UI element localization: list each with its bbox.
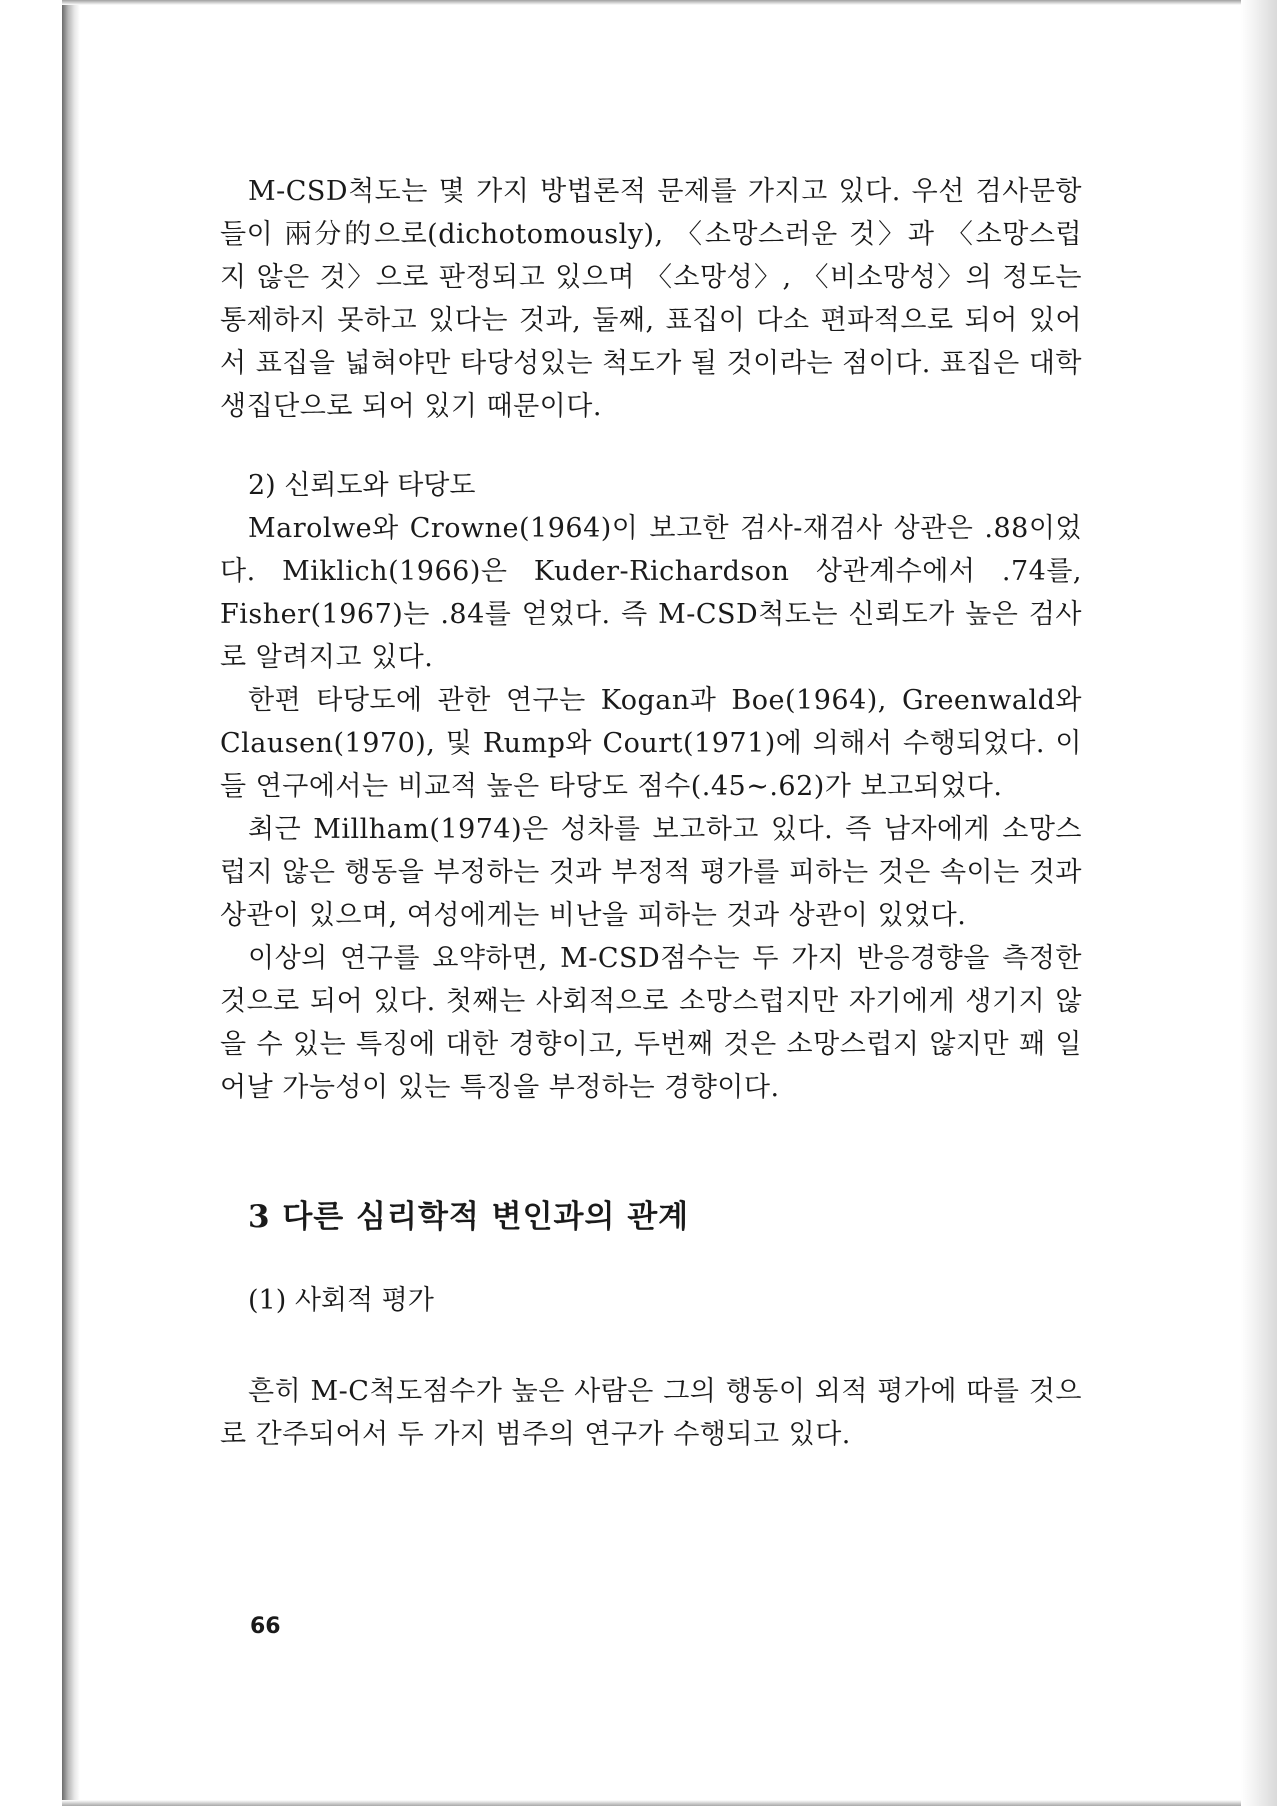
summary-paragraph: 이상의 연구를 요약하면, M-CSD점수는 두 가지 반응경향을 측정한 것으로 되어 있다. 첫째는 사회적으로 소망스럽지만 자기에게 생기지 않을 수 있는 특징에 대한 경향이고, 두번째 것은 소망스럽지 않지만 꽤 일어날 가능성이 있는 특징을 부정하는 경향이다. bbox=[220, 943, 1082, 1103]
section-heading-psych-variables: 3 다른 심리학적 변인과의 관계 bbox=[248, 1199, 690, 1235]
validity-paragraph: 한편 타당도에 관한 연구는 Kogan과 Boe(1964), Greenwald와 Clausen(1970), 및 Rump와 Court(1971)에 의해서 수행되었다. 이들 연구에서는 비교적 높은 타당도 점수(.45∼.62)가 보고되었다. bbox=[220, 685, 1082, 802]
social-evaluation-paragraph: 흔히 M-C척도점수가 높은 사람은 그의 행동이 외적 평가에 따를 것으로 간주되어서 두 가지 범주의 연구가 수행되고 있다. bbox=[220, 1376, 1082, 1450]
page-right-edge bbox=[1241, 0, 1277, 1806]
page-number: 66 bbox=[250, 1614, 281, 1639]
reliability-paragraph: Marolwe와 Crowne(1964)이 보고한 검사-재검사 상관은 .88이었다. Miklich(1966)은 Kuder-Richardson 상관계수에서 .74를, Fisher(1967)는 .84를 얻었다. 즉 M-CSD척도는 신뢰도가 높은 검사로 알려지고 있다. bbox=[220, 513, 1082, 673]
outer-margin bbox=[0, 0, 62, 1806]
subsection-heading-social-evaluation: (1) 사회적 평가 bbox=[248, 1285, 434, 1316]
page-bottom-edge bbox=[62, 1800, 1277, 1806]
page-top-edge bbox=[62, 0, 1277, 5]
intro-paragraph: M-CSD척도는 몇 가지 방법론적 문제를 가지고 있다. 우선 검사문항들이 兩分的으로(dichotomously), 〈소망스러운 것〉과 〈소망스럽지 않은 것〉으로 판정되고 있으며 〈소망성〉, 〈비소망성〉의 정도는 통제하지 못하고 있다는 것과, 둘째, 표집이 다소 편파적으로 되어 있어서 표집을 넓혀야만 타당성있는 척도가 될 것이라는 점이다. 표집은 대학생집단으로 되어 있기 때문이다. bbox=[220, 176, 1082, 422]
gender-difference-paragraph: 최근 Millham(1974)은 성차를 보고하고 있다. 즉 남자에게 소망스럽지 않은 행동을 부정하는 것과 부정적 평가를 피하는 것은 속이는 것과 상관이 있으며, 여성에게는 비난을 피하는 것과 상관이 있었다. bbox=[220, 814, 1082, 931]
page-body bbox=[220, 170, 1082, 1456]
subsection-heading-reliability-validity: 2) 신뢰도와 타당도 bbox=[248, 470, 476, 501]
page-binding-shadow bbox=[62, 0, 80, 1806]
